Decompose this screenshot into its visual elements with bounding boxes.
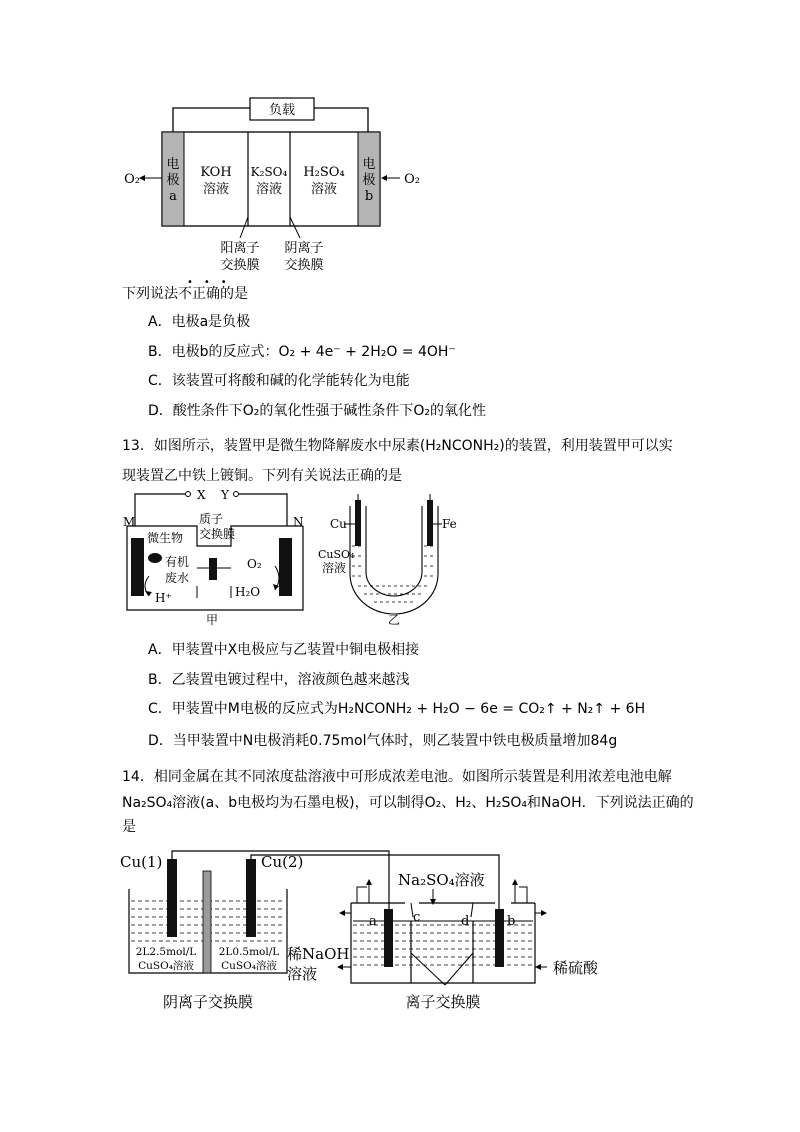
q13-option-d: D．当甲装置中N电极消耗0.75mol气体时，则乙装置中铁电极质量增加84g [148, 733, 618, 749]
microbe-label: 微生物 [147, 531, 184, 545]
q13-device-jia-figure [115, 486, 320, 626]
h2so4-label: 稀硫酸 [553, 959, 599, 977]
q13-stem-line1: 13．如图所示，装置甲是微生物降解废水中尿素(H₂NCONH₂)的装置，利用装置甲可以实 [122, 438, 673, 454]
terminal-y-label: Y [221, 488, 229, 502]
q12-option-c: C．该装置可将酸和碱的化学能转化为电能 [148, 373, 410, 389]
h2o-label: H₂O [235, 585, 261, 599]
proton-membrane [209, 558, 217, 580]
svg-text:溶液: 溶液 [202, 182, 230, 197]
svg-text:交换膜: 交换膜 [284, 258, 324, 273]
cu1-label: Cu(1) [120, 853, 163, 871]
anion-exchange-membrane [203, 871, 211, 973]
label-c: c [413, 910, 421, 925]
svg-text:溶液: 溶液 [310, 182, 338, 197]
terminal-x-label: X [197, 488, 206, 502]
svg-text:溶液: 溶液 [322, 561, 347, 575]
q13-option-a: A．甲装置中X电极应与乙装置中铜电极相接 [148, 642, 420, 658]
q12-fuel-cell-figure [110, 92, 430, 282]
svg-text:溶液: 溶液 [287, 965, 318, 983]
fe-label: Fe [442, 517, 457, 531]
cu-electrode [355, 500, 361, 546]
q12-option-a: A．电极a是负极 [148, 314, 251, 330]
cuso4-label: CuSO₄ [318, 548, 355, 561]
koh-label: KOH [200, 165, 232, 180]
proton-membrane-label-1: 质子 [199, 512, 224, 526]
electrode-b [495, 909, 504, 967]
svg-text:CuSO₄溶液: CuSO₄溶液 [138, 960, 194, 972]
q13-option-b: B．乙装置电镀过程中，溶液颜色越来越浅 [148, 672, 410, 688]
cu2-electrode [246, 859, 256, 937]
q14-stem-line2: Na₂SO₄溶液(a、b电极均为石墨电极)，可以制得O₂、H₂、H₂SO₄和NaOH．下列说法正确的 [122, 795, 694, 811]
q13-option-c: C．甲装置中M电极的反应式为H₂NCONH₂ + H₂O − 6e = CO₂↑ + N₂↑ + 6H [148, 701, 646, 717]
cu1-electrode [167, 859, 177, 937]
svg-text:极: 极 [166, 173, 180, 188]
o2-label: O₂ [247, 557, 262, 571]
anion-membrane-caption: 阴离子交换膜 [162, 993, 254, 1011]
cation-membrane-label: 阳离子 [220, 241, 260, 256]
electrode-a [384, 909, 393, 967]
load-label: 负载 [268, 103, 296, 118]
label-b: b [507, 914, 516, 929]
svg-text:溶液: 溶液 [255, 182, 283, 197]
naoh-label: 稀NaOH [287, 945, 350, 963]
q13-stem-line2: 现装置乙中铁上镀铜。下列有关说法正确的是 [122, 468, 402, 484]
fe-electrode [427, 500, 433, 546]
svg-text:交换膜: 交换膜 [220, 258, 260, 273]
svg-text:b: b [364, 189, 374, 204]
o2-in-label: O₂ [404, 172, 420, 187]
electrode-n-label: N [293, 515, 304, 529]
electrode-m [131, 538, 144, 596]
q14-stem-line1: 14．相同金属在其不同浓度盐溶液中可形成浓差电池。如图所示装置是利用浓差电池电解 [122, 769, 672, 785]
o2-out-label: O₂ [124, 172, 140, 187]
svg-text:CuSO₄溶液: CuSO₄溶液 [221, 960, 277, 972]
proton-membrane-label-2: 交换膜 [199, 527, 236, 541]
microbe-shape [148, 553, 162, 563]
svg-text:极: 极 [362, 173, 376, 188]
label-d: d [461, 914, 470, 929]
device-yi-caption: 乙 [387, 613, 401, 626]
svg-text:有机: 有机 [165, 555, 190, 569]
electrode-n [279, 538, 292, 596]
svg-text:废水: 废水 [165, 571, 190, 585]
ion-membrane-caption: 离子交换膜 [405, 993, 481, 1011]
h-plus-label: H⁺ [155, 591, 172, 605]
q14-concentration-cell-figure [115, 845, 615, 1020]
anion-membrane-label: 阴离子 [284, 241, 324, 256]
right-solution-label: 2L0.5mol/L [218, 946, 280, 958]
label-a: a [369, 914, 377, 929]
cu2-label: Cu(2) [261, 853, 304, 871]
q12-option-b: B．电极b的反应式：O₂ + 4e⁻ + 2H₂O = 4OH⁻ [148, 344, 456, 360]
na2so4-label: Na₂SO₄溶液 [398, 871, 485, 889]
svg-text:电: 电 [362, 157, 376, 172]
q12-option-d: D．酸性条件下O₂的氧化性强于碱性条件下O₂的氧化性 [148, 403, 487, 419]
svg-text:a: a [169, 189, 177, 204]
emphasis-dots: ••• [187, 277, 238, 288]
q14-stem-line3: 是 [122, 819, 136, 835]
q12-stem: 下列说法不正确的是 [122, 286, 248, 302]
device-jia-caption: 甲 [205, 613, 219, 626]
svg-text:电: 电 [166, 157, 180, 172]
k2so4-label: K₂SO₄ [250, 165, 288, 179]
left-solution-label: 2L2.5mol/L [135, 946, 197, 958]
electrode-m-label: M [123, 515, 136, 529]
h2so4-label: H₂SO₄ [303, 165, 345, 180]
cu-label: Cu [330, 517, 347, 531]
q13-device-yi-figure [318, 486, 458, 626]
